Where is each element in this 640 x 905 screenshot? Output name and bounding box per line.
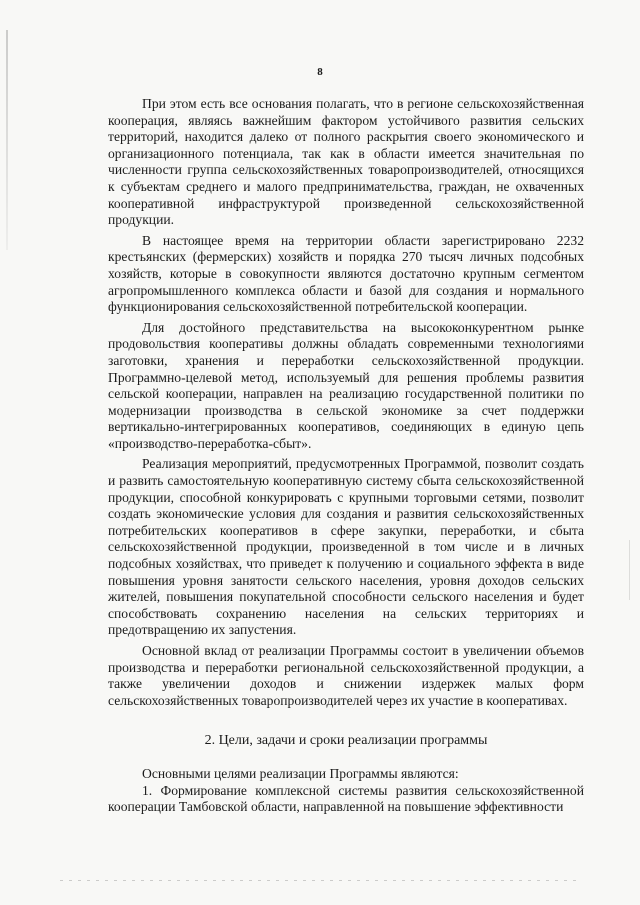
paragraph-1: При этом есть все основания полагать, что в регионе сельскохозяйственная кооперация, являясь важнейшим фактором устойчивого развития сельских территорий, находится далеко от полного раскрытия своего экономического и организационного потенциала, так как в области имеется значительная по численности группа сельскохозяйственных товаропроизводителей, относящихся к субъектам среднего и малого предпринимательства, граждан, не охваченных кооперативной инфраструктурой произведенной сельскохозяйственной продукции. bbox=[108, 96, 584, 228]
paragraph-5: Основной вклад от реализации Программы состоит в увеличении объемов производства и переработки региональной сельскохозяйственной продукции, а также увеличении доходов и снижении издержек малых форм сельскохозяйственных товаропроизводителей через их участие в кооперативах. bbox=[108, 643, 584, 708]
scan-bottom-edge bbox=[60, 880, 580, 881]
scan-margin-mark-right bbox=[629, 540, 630, 600]
paragraph-2: В настоящее время на территории области зарегистрировано 2232 крестьянских (фермерских) хозяйств и порядка 270 тысяч личных подсобных хозяйств, которые в совокупности являются достаточно крупным сегментом агропромышленного комплекса области и базой для создания и нормального функционирования сельскохозяйственной потребительской кооперации. bbox=[108, 232, 584, 315]
paragraph-3: Для достойного представительства на высококонкурентном рынке продовольствия кооперативы должны обладать современными технологиями заготовки, хранения и переработки сельскохозяйственной продукции. Программно-целевой метод, используемый для решения проблемы развития сельской кооперации, направлен на реализацию государственной политики по модернизации производства в сельской экономике за счет поддержки вертикально-интегрированных кооперативов, соединяющих в единую цепь «производство-переработка-сбыт». bbox=[108, 319, 584, 451]
section-heading: 2. Цели, задачи и сроки реализации программы bbox=[204, 733, 488, 749]
document-body bbox=[108, 96, 584, 816]
page-number: 8 bbox=[317, 66, 323, 78]
goals-intro: Основными целями реализации Программы являются: bbox=[142, 765, 459, 781]
paragraph-4: Реализация мероприятий, предусмотренных Программой, позволит создать и развить самостоятельную кооперативную систему сбыта сельскохозяйственной продукции, способной конкурировать с крупными торговыми сетями, позволит создать экономические условия для создания и развития сельскохозяйственных потребительских кооперативов в сфере закупки, переработки, и сбыта сельскохозяйственной продукции, произведенной в том числе и в личных подсобных хозяйствах, что приведет к получению и социального эффекта в виде повышения уровня занятости сельского населения, уровня доходов сельских жителей, повышения покупательной способности сельского населения и будет способствовать сохранению населения на сельских территориях и предотвращению их запустения. bbox=[108, 456, 584, 638]
scan-margin-mark bbox=[6, 30, 8, 250]
goal-1: 1. Формирование комплексной системы развития сельскохозяйственной кооперации Тамбовской области, направленной на повышение эффективности bbox=[108, 782, 584, 815]
